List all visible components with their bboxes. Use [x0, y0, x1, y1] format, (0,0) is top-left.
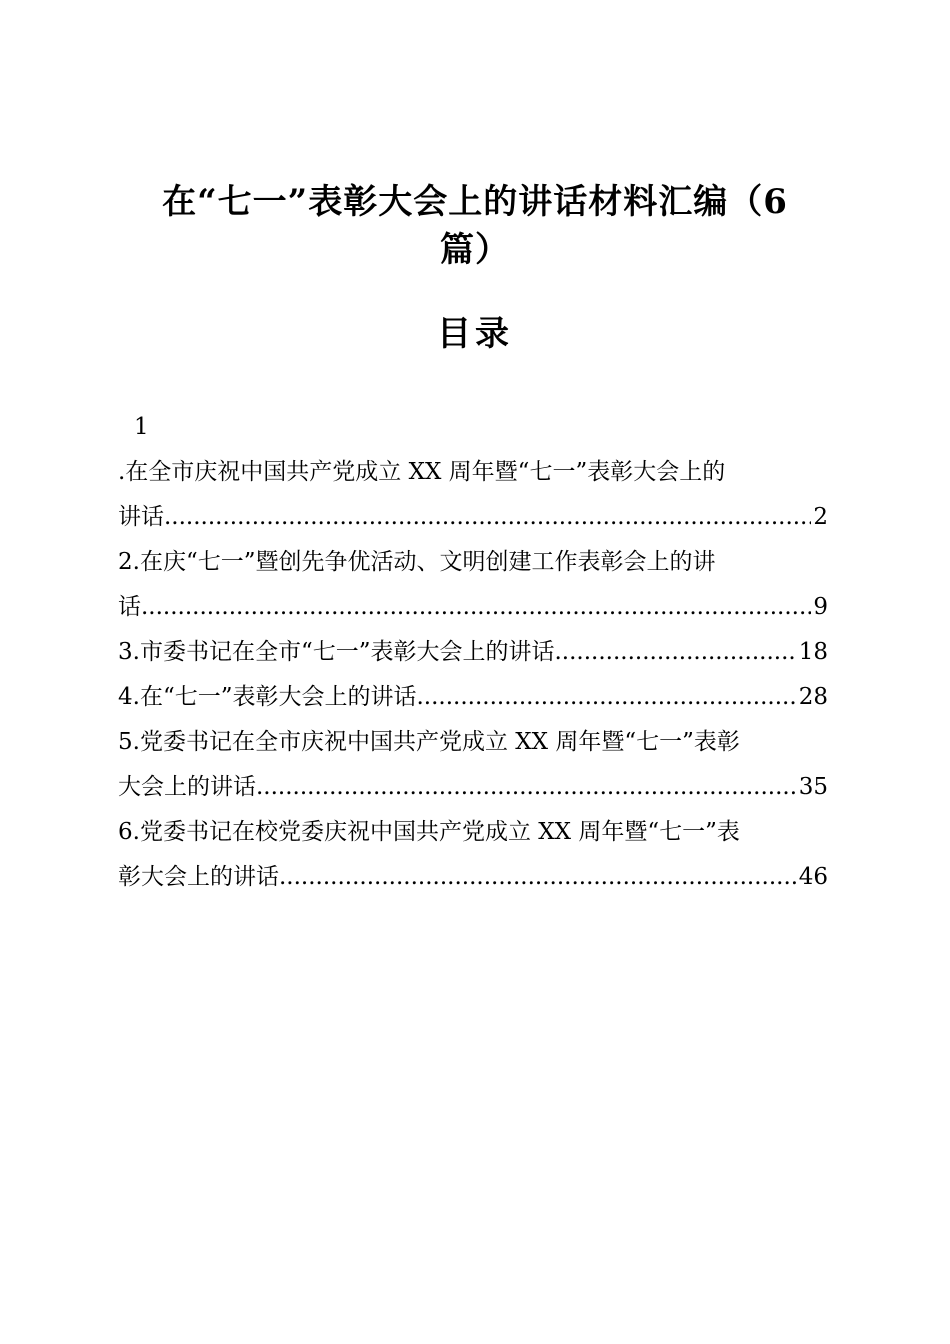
- title-line-2: 篇）: [440, 230, 510, 270]
- toc-entry-6-line-1[interactable]: 6.党委书记在校党委庆祝中国共产党成立 XX 周年暨“七一”表: [118, 819, 740, 845]
- toc-heading: 目录: [437, 314, 513, 354]
- toc-entry-3-text: 3.市委书记在全市“七一”表彰大会上的讲话: [118, 639, 555, 665]
- toc-entry-5-leader-dots: [256, 765, 797, 810]
- toc-entry-6-leader-dots: [279, 855, 797, 900]
- toc-entry-5-line-2[interactable]: [118, 765, 828, 810]
- toc-entry-3[interactable]: [118, 630, 828, 675]
- toc-entry-1-page-number: 2: [813, 504, 828, 530]
- toc-entry-5-text-end: 大会上的讲话: [118, 774, 256, 800]
- toc-entry-2-page-number: 9: [813, 594, 828, 620]
- document-title: [120, 178, 830, 274]
- toc-entry-2-line-2[interactable]: [118, 585, 828, 630]
- toc-entry-2-text-end: 话: [118, 594, 141, 620]
- toc-entry-3-leader-dots: [554, 630, 796, 675]
- toc-entry-1-text-end: 讲话: [118, 504, 164, 530]
- toc-entry-6-text-end: 彰大会上的讲话: [118, 864, 279, 890]
- toc-entry-1-leader-dots: [164, 495, 811, 540]
- toc-entry-3-page-number: 18: [798, 639, 828, 665]
- toc-entry-4[interactable]: [118, 675, 828, 720]
- title-line-1: 在“七一”表彰大会上的讲话材料汇编（6: [162, 182, 788, 222]
- toc-entry-6-line-2[interactable]: [118, 855, 828, 900]
- toc-entry-4-page-number: 28: [798, 684, 828, 710]
- toc-entry-1-number: 1: [134, 414, 149, 440]
- toc-entry-4-text: 4.在“七一”表彰大会上的讲话: [118, 684, 417, 710]
- toc-entry-1-line-1[interactable]: .在全市庆祝中国共产党成立 XX 周年暨“七一”表彰大会上的: [118, 459, 726, 485]
- toc-entry-2-leader-dots: [141, 585, 811, 630]
- toc-entry-5-page-number: 35: [798, 774, 828, 800]
- toc-entry-1-line-2[interactable]: [118, 495, 828, 540]
- toc-entry-2-line-1[interactable]: 2.在庆“七一”暨创先争优活动、文明创建工作表彰会上的讲: [118, 549, 716, 575]
- toc-entry-4-leader-dots: [416, 675, 796, 720]
- toc-entry-5-line-1[interactable]: 5.党委书记在全市庆祝中国共产党成立 XX 周年暨“七一”表彰: [118, 729, 740, 755]
- toc-entry-6-page-number: 46: [798, 864, 828, 890]
- table-of-contents: [118, 405, 828, 900]
